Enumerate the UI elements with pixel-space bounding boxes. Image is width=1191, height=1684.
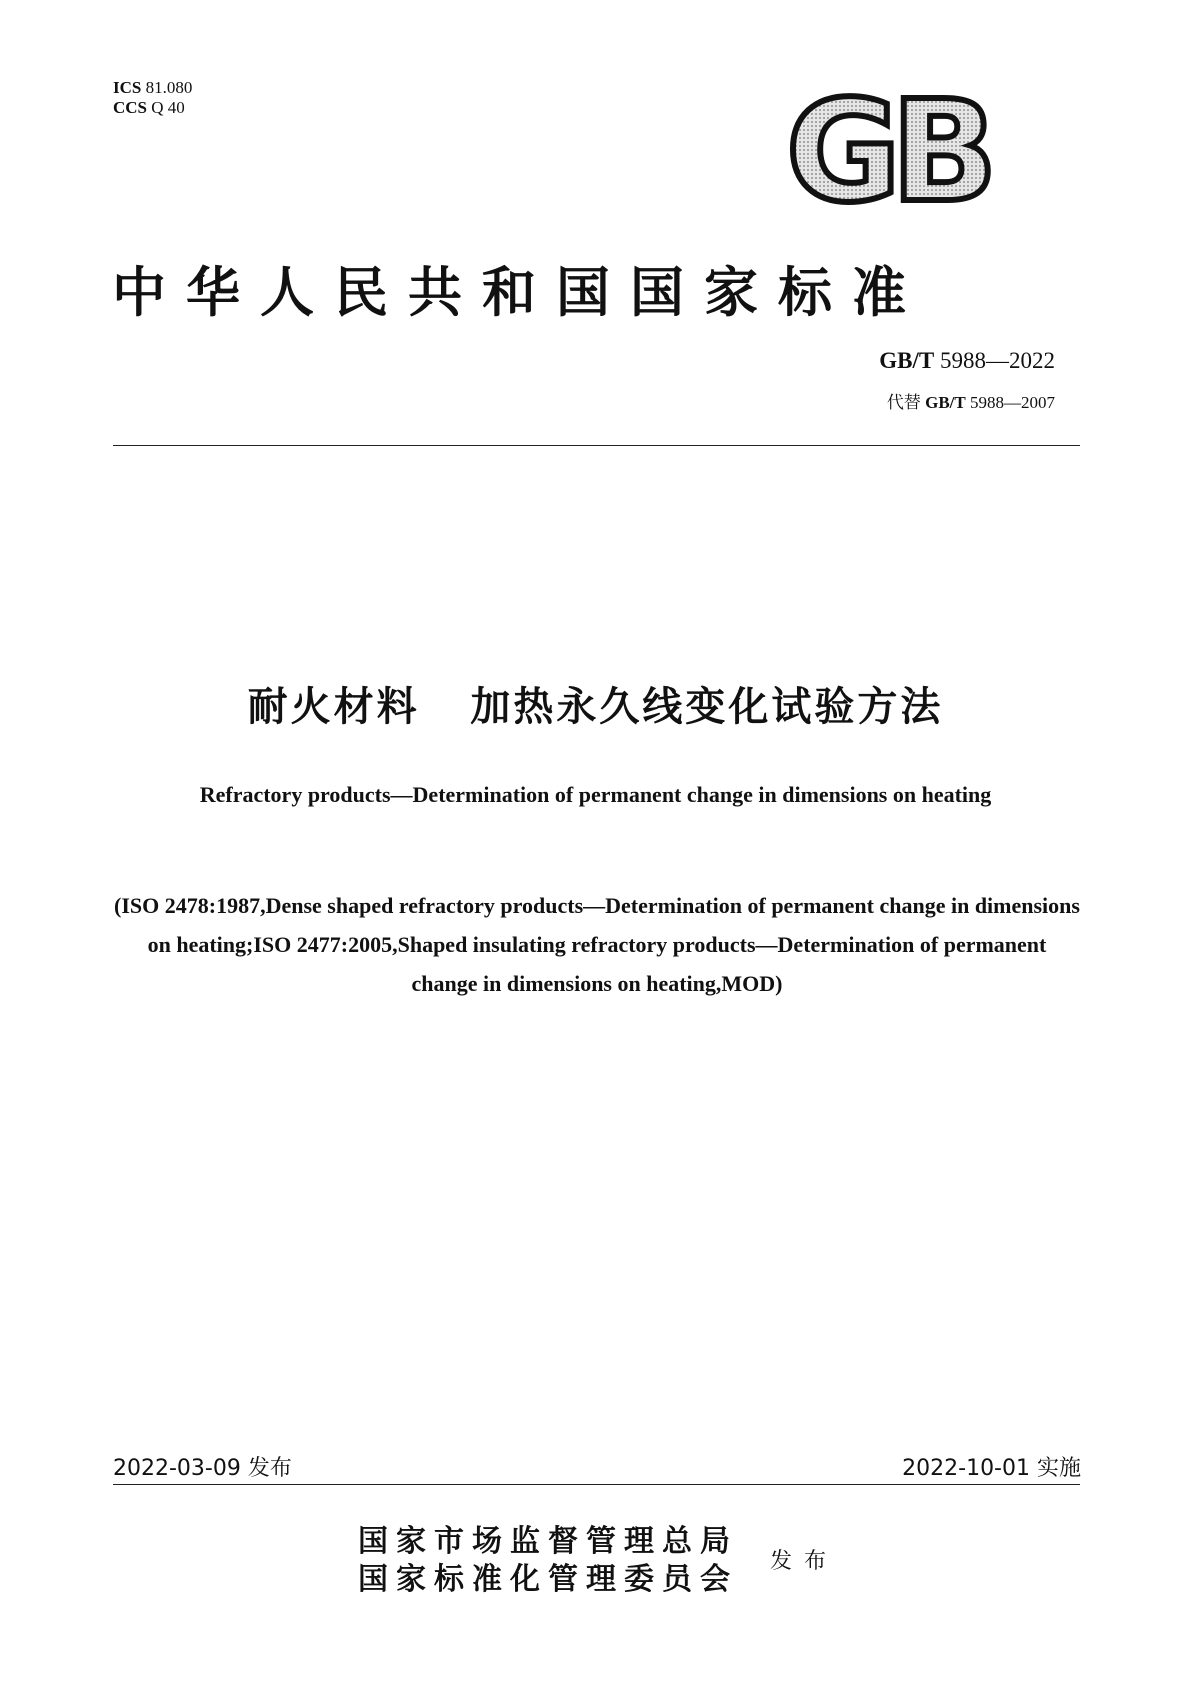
issuing-authorities bbox=[358, 1523, 738, 1599]
standard-number-prefix: GB/T bbox=[879, 348, 935, 373]
effective-date: 2022-10-01 实施 bbox=[902, 1456, 1081, 1481]
iso-reference: (ISO 2478:1987,Dense shaped refractory products—Determination of permanent change in dimensions on heating;ISO 2477:2005,Shaped insulating refractory products—Determination of permanent change in dimensions on heating,MOD) bbox=[114, 893, 1080, 996]
gb-logo bbox=[782, 88, 1012, 212]
issuer-line-1: 国家市场监督管理总局 bbox=[358, 1524, 738, 1559]
footer-divider bbox=[113, 1484, 1080, 1485]
ics-label: ICS bbox=[113, 78, 142, 97]
ics-line bbox=[113, 78, 192, 98]
document-title-cn: 耐火材料 加热永久线变化试验方法 bbox=[247, 684, 944, 730]
standard-number-value: 5988—2022 bbox=[940, 348, 1055, 373]
replaces-standard bbox=[887, 388, 1055, 413]
ccs-line bbox=[113, 98, 192, 118]
ccs-value: Q 40 bbox=[151, 98, 185, 117]
standard-number bbox=[879, 348, 1055, 374]
classification-codes bbox=[113, 78, 192, 118]
document-title-en: Refractory products—Determination of permanent change in dimensions on heating bbox=[199, 782, 992, 807]
header-divider bbox=[113, 445, 1080, 446]
issue-date: 2022-03-09 发布 bbox=[113, 1456, 292, 1481]
replaces-label: 代替 bbox=[886, 393, 921, 412]
publish-label: 发布 bbox=[770, 1549, 839, 1574]
replaces-number: 5988—2007 bbox=[970, 393, 1055, 412]
national-standard-title: 中华人民共和国国家标准 bbox=[112, 260, 926, 324]
ics-value: 81.080 bbox=[145, 78, 193, 97]
replaces-prefix: GB/T bbox=[925, 393, 966, 412]
gb-logo-text: GB bbox=[786, 88, 988, 212]
ccs-label: CCS bbox=[113, 98, 148, 117]
issuer-line-2: 国家标准化管理委员会 bbox=[358, 1562, 738, 1597]
